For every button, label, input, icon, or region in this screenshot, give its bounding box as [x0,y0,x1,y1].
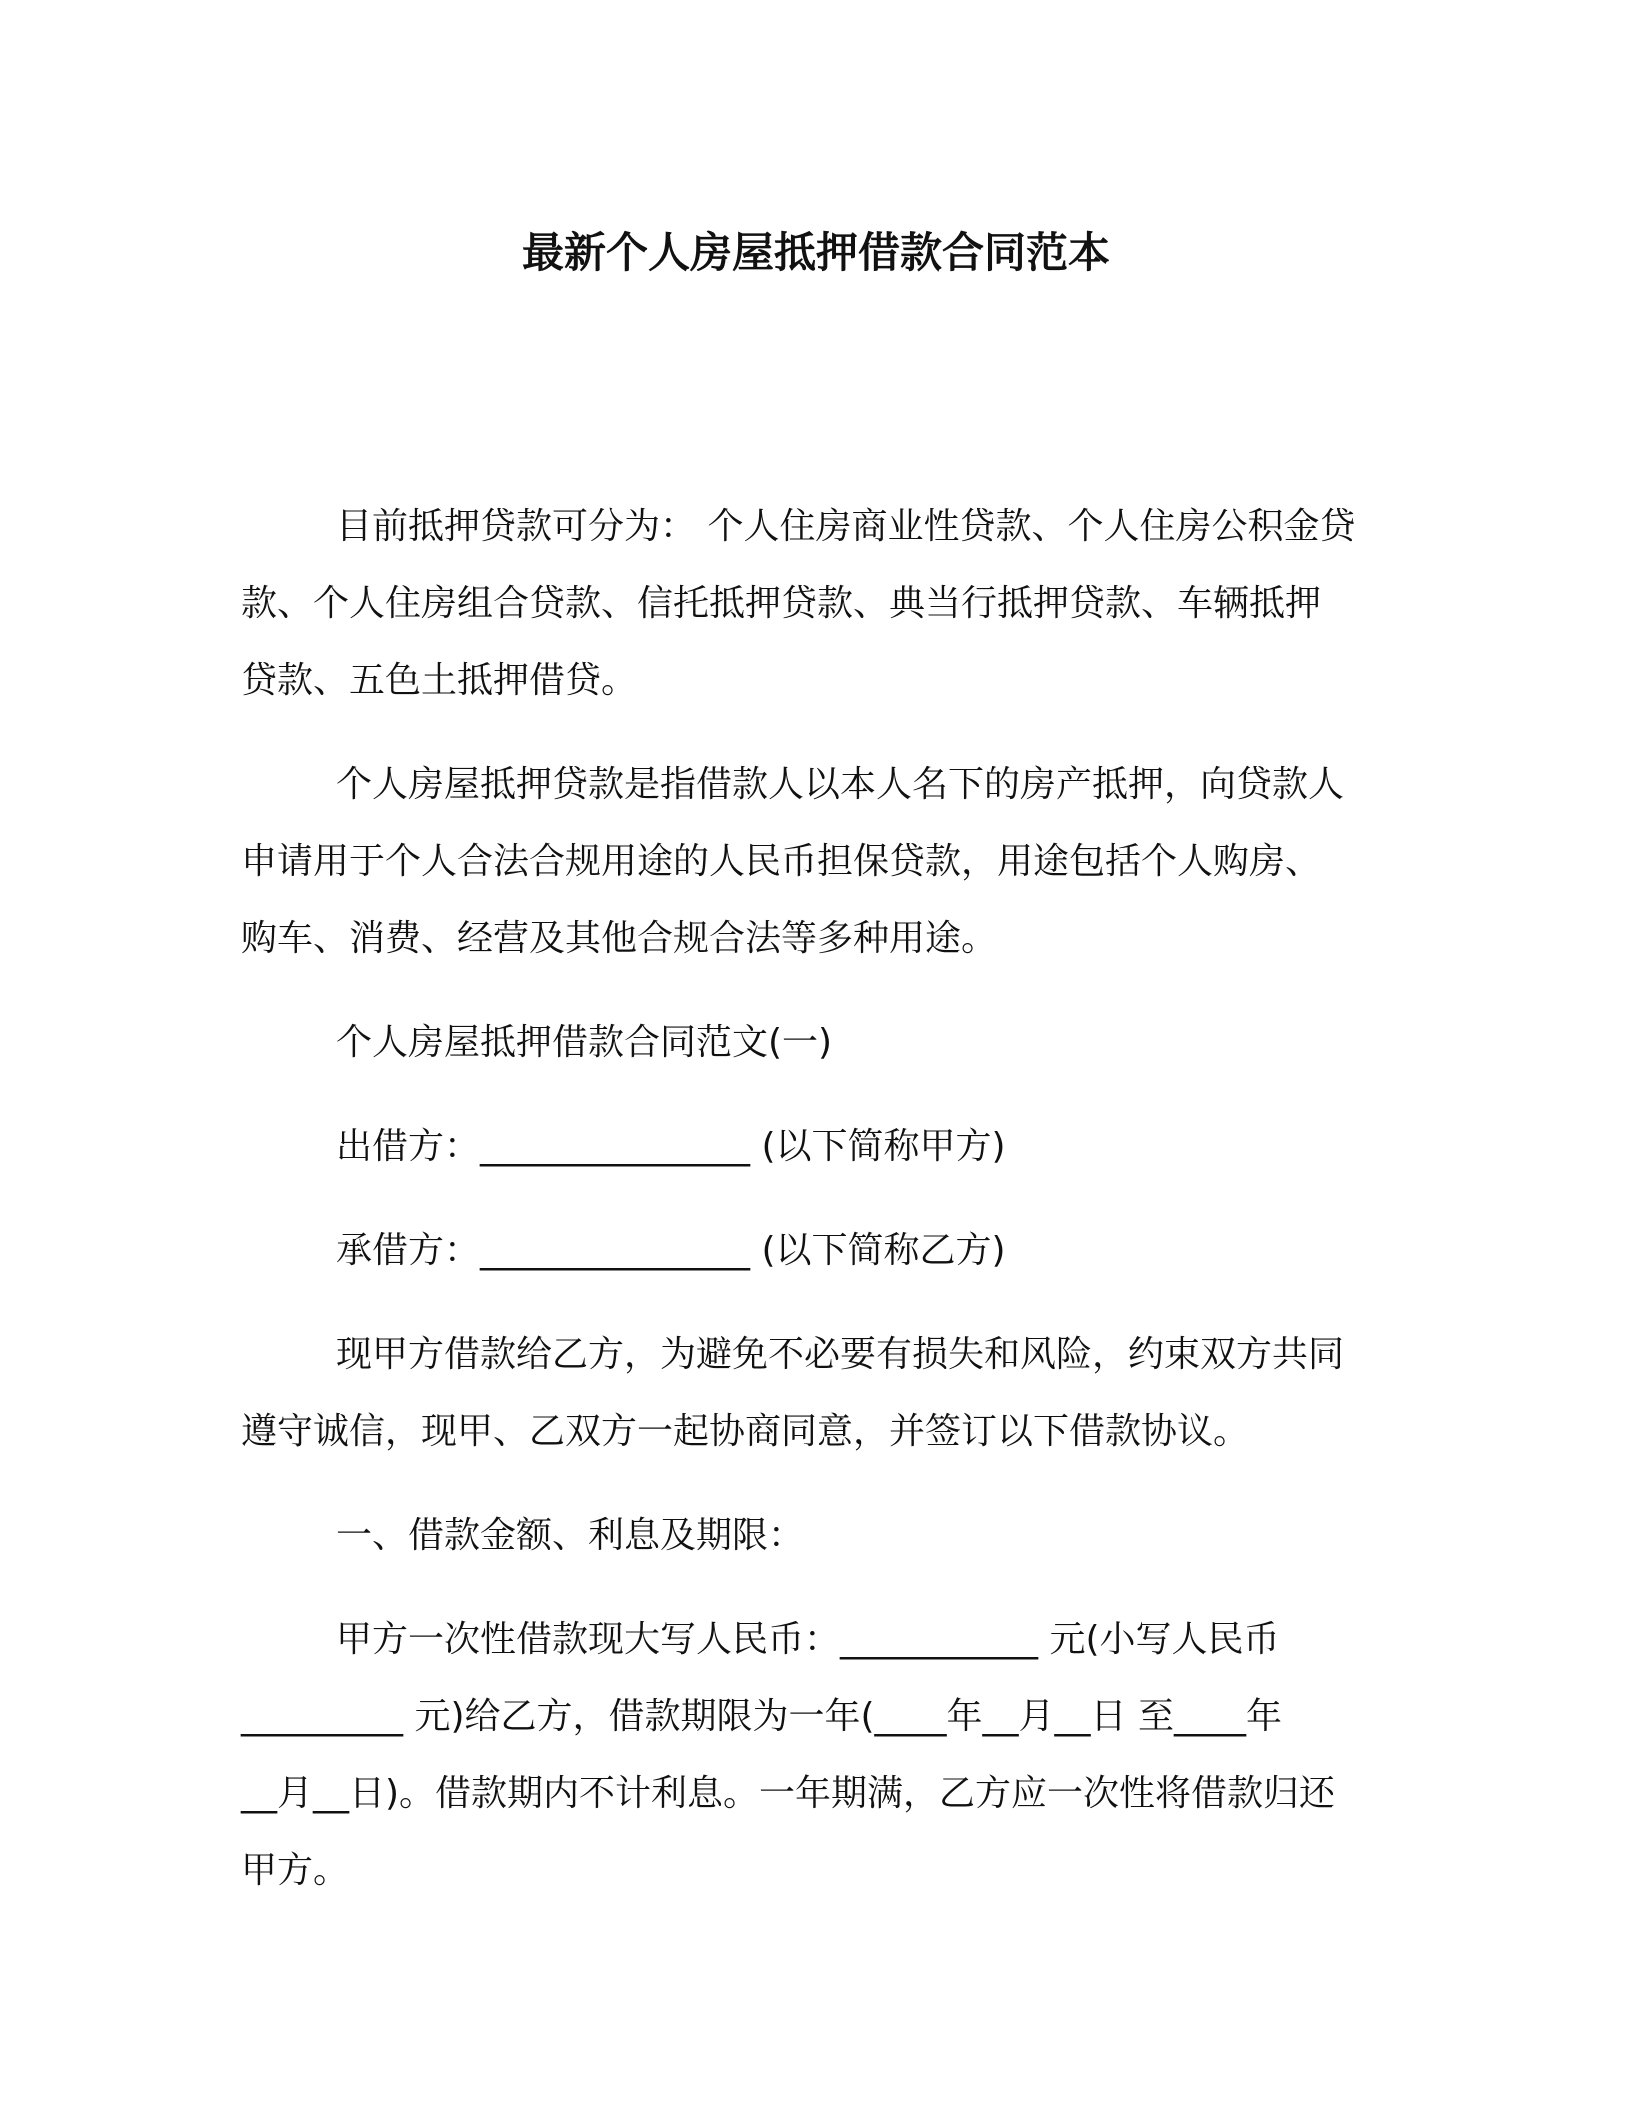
paragraph-section-one-heading [241,1497,1391,1574]
text-line: 个人房屋抵押贷款是指借款人以本人名下的房产抵押，向贷款人 [336,764,1345,805]
document-body [241,488,1391,1936]
paragraph-agreement-intro [241,1316,1391,1470]
paragraph-sample-heading [241,1004,1391,1081]
text-line: _________ 元)给乙方，借款期限为一年(____年__月__日 至____年 [241,1696,1282,1737]
paragraph-mortgage-definition [241,746,1391,977]
text-line: __月__日)。借款期内不计利息。一年期满，乙方应一次性将借款归还 [241,1773,1336,1814]
paragraph-borrower [241,1212,1391,1289]
paragraph-loan-types [241,488,1391,719]
text-line: 一、借款金额、利息及期限： [336,1515,805,1556]
text-line: 遵守诚信，现甲、乙双方一起协商同意，并签订以下借款协议。 [241,1411,1250,1452]
text-line: 个人房屋抵押借款合同范文(一) [336,1022,833,1063]
text-line: 甲方。 [241,1850,350,1891]
text-line: 出借方：_______________ (以下简称甲方) [336,1126,1006,1167]
text-line: 购车、消费、经营及其他合规合法等多种用途。 [241,918,998,959]
text-line: 款、个人住房组合贷款、信托抵押贷款、典当行抵押贷款、车辆抵押 [241,583,1322,624]
text-line: 承借方：_______________ (以下简称乙方) [336,1230,1006,1271]
text-line: 申请用于个人合法合规用途的人民币担保贷款，用途包括个人购房、 [241,841,1322,882]
document-title: 最新个人房屋抵押借款合同范本 [521,228,1110,277]
paragraph-loan-amount [241,1601,1391,1909]
text-line: 甲方一次性借款现大写人民币：___________ 元(小写人民币 [336,1619,1280,1660]
paragraph-lender [241,1108,1391,1185]
text-line: 贷款、五色土抵押借贷。 [241,660,638,701]
text-line: 目前抵押贷款可分为： 个人住房商业性贷款、个人住房公积金贷 [336,506,1356,547]
text-line: 现甲方借款给乙方，为避免不必要有损失和风险，约束双方共同 [336,1334,1345,1375]
